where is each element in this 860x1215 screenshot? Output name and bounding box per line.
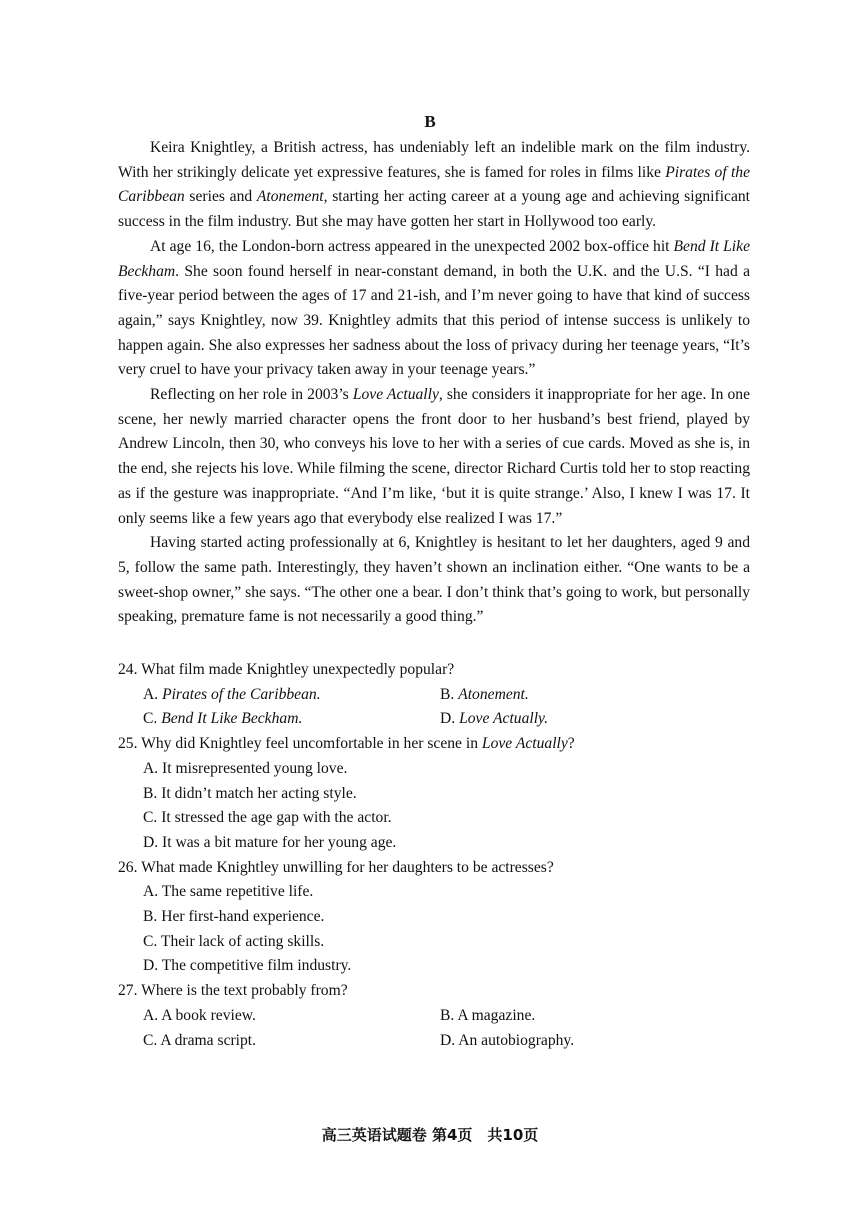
question-26-options [118,880,750,979]
question-24-stem [118,658,750,683]
reading-passage [118,136,750,630]
italic-title-run-1: Love Actually [352,386,439,404]
text-run-0: A. [143,685,163,703]
question-24-option-b [440,683,740,708]
question-27-option-c: C. A drama script. [143,1031,257,1049]
text-run-2: , she considers it inappropriate for her age. In one scene, her newly married character opens the front door to her husband’s best friend, played by Andrew Lincoln, then 30, who conveys his love to her with a series of cue cards. Moved as she is, in the end, she rejects his love. While filming the scene, director Richard Curtis told her to stop reacting as if the gesture was inappropriate. “And I’m like, ‘but it is quite strange.’ Also, I knew I was 17. It only seems like a few years ago that everybody else realized I was 17.” [118,386,751,527]
passage-paragraph-2 [118,235,750,383]
question-25-option-d: D. It was a bit mature for her young age. [143,833,397,851]
question-24 [118,658,750,732]
italic-title-run-1: Pirates of the Caribbean [118,163,750,206]
italic-title-run-3: Atonement [256,188,324,206]
question-27-stem: 27. Where is the text probably from? [118,982,348,1000]
passage-paragraph-1 [118,136,750,235]
question-27-option-b: B. A magazine. [440,1006,536,1024]
italic-title-run-1: Bend It Like Beckham. [161,710,303,728]
question-26-option-d: D. The competitive film industry. [143,957,352,975]
question-25-stem [118,732,750,757]
question-26-option-a: A. The same repetitive life. [143,883,314,901]
italic-title-run-1: Atonement. [458,685,529,703]
text-run-2: series and [184,188,257,206]
text-run-0: B. [440,685,459,703]
question-26-stem: 26. What made Knightley unwilling for her daughters to be actresses? [118,858,554,876]
text-run-0: Reflecting on her role in 2003’s [150,386,353,404]
text-run-0: 25. Why did Knightley feel uncomfortable in her scene in [118,735,482,753]
question-25-options [118,757,750,856]
text-run-0: Keira Knightley, a British actress, has undeniably left an indelible mark on the film industry. With her strikingly delicate yet expressive features, she is famed for roles in films like [118,139,750,181]
text-run-0: 24. What film made Knightley unexpectedly popular? [118,661,455,678]
italic-title-run-1: Pirates of the Caribbean. [162,685,321,703]
question-25-option-c: C. It stressed the age gap with the actor. [143,809,392,827]
question-27-option-a: A. A book review. [143,1006,256,1024]
section-title: B [424,112,436,131]
question-25-option-b: B. It didn’t match her acting style. [143,784,357,802]
question-25-option-a: A. It misrepresented young love. [143,759,348,777]
text-run-0: D. [440,710,460,728]
text-run-2: . She soon found herself in near-constant demand, in both the U.K. and the U.S. “I had a five-year period between the ages of 17 and 21-ish, and I’m never going to have that kind of success again,” says Knightley, now 39. Knightley admits that this period of intense success is unlikely to happen again. She also expresses her sadness about the loss of privacy during her teenage years, “It’s very cruel to have your privacy taken away in your teenage years.” [118,262,750,379]
question-27-options [118,1004,750,1053]
page-footer: 高三英语试题卷 第4页 共10页 [321,1126,539,1144]
text-run-0: Having started acting professionally at 6, Knightley is hesitant to let her daughters, aged 9 and 5, follow the same path. Interestingly, they haven’t shown an inclination either. “One wants to be a sweet-shop owner,” she says. “The other one a bear. I don’t think that’s going to work, but personally speaking, premature fame is not necessarily a good thing.” [118,534,750,626]
question-27-option-d: D. An autobiography. [440,1031,575,1049]
passage-paragraph-3 [118,383,750,531]
text-run-0: C. [143,710,162,728]
question-27 [118,979,750,1053]
question-24-option-d [440,707,740,732]
passage-paragraph-4 [118,531,750,630]
question-25 [118,732,750,856]
question-26-option-c: C. Their lack of acting skills. [143,932,325,950]
question-26 [118,856,750,980]
text-run-4: , starting her acting career at a young age and achieving significant success in the film industry. But she may have gotten her start in Hollywood too early. [118,188,750,231]
question-24-option-a [143,683,440,708]
italic-title-run-1: Bend It Like Beckham [118,237,750,280]
italic-title-run-1: Love Actually. [459,710,548,728]
question-26-option-b: B. Her first-hand experience. [143,908,325,926]
text-run-2: ? [567,735,575,753]
italic-title-run-1: Love Actually [481,735,568,753]
question-list [118,658,750,1053]
text-run-0: At age 16, the London-born actress appeared in the unexpected 2002 box-office hit [150,237,674,255]
question-24-options [118,683,750,732]
question-24-option-c [143,707,440,732]
